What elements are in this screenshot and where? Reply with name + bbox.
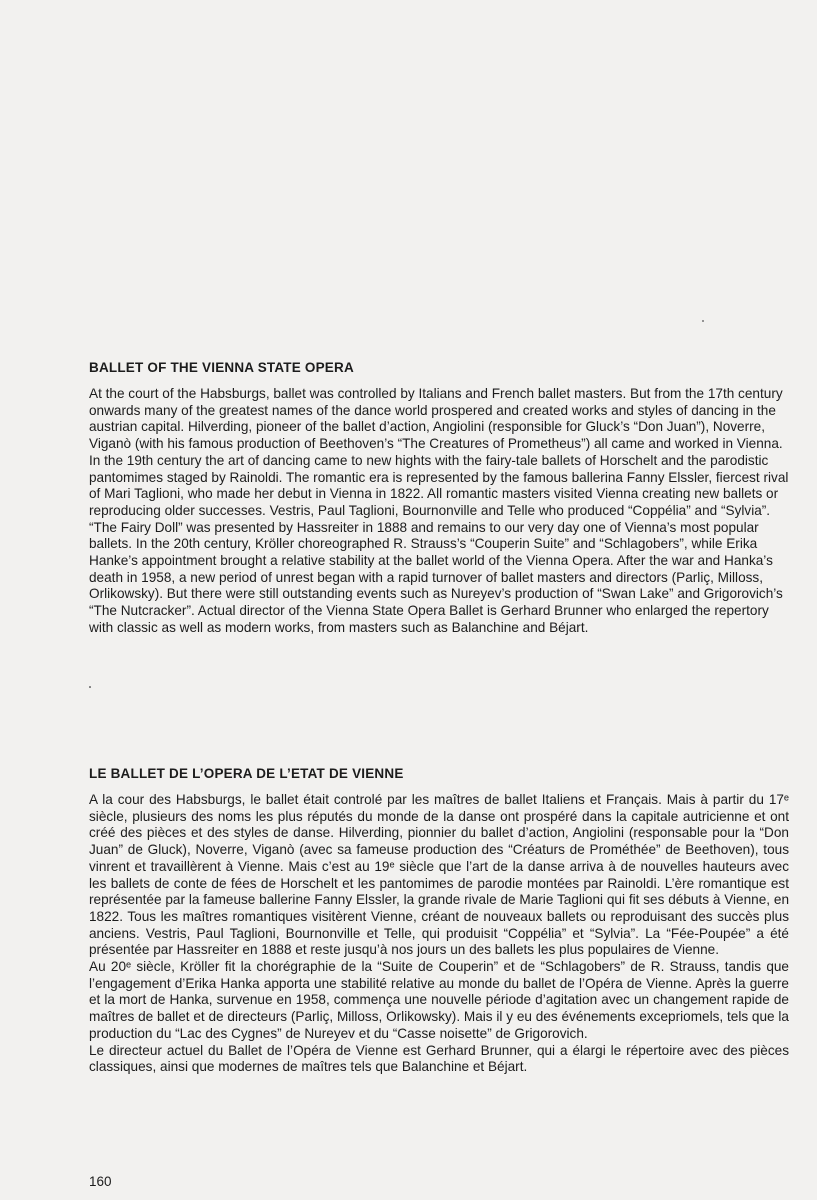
english-section bbox=[89, 359, 789, 637]
page-number: 160 bbox=[89, 1174, 112, 1189]
english-paragraph-2: In the 19th century the art of dancing came to new hights with the fairy-tale ballets of Horschelt and the parodistic pantomimes staged by Rainoldi. The romantic era is represented by the famous ballerina Fanny Elssler, fiercest rival of Mari Taglioni, who made her debut in Vienna in 1822. All romantic masters visited Vienna creating new ballets or reproducing older successes. Vestris, Paul Taglioni, Bournonville and Telle who produced “Coppélia” and “Sylvia”. “The Fairy Doll” was presented by Hassreiter in 1888 and remains to our very day one of Vienna’s most popular ballets. In the 20th century, Kröller choreographed R. Strauss’s “Couperin Suite” and “Schlagobers”, while Erika Hanke’s appointment brought a relative stability at the ballet world of the Vienna Opera. After the war and Hanka’s death in 1958, a new period of unrest began with a rapid turnover of ballet masters and directors (Parliç, Milloss, Orlikowsky). But there were still outstanding events such as Nureyev’s production of “Swan Lake” and Grigorovich’s “The Nutcracker”. Actual director of the Vienna State Opera Ballet is Gerhard Brunner who enlarged the repertory with classic as well as modern works, from masters such as Balanchine and Béjart. bbox=[89, 452, 789, 635]
print-speck bbox=[89, 686, 91, 688]
french-section bbox=[89, 765, 789, 1076]
english-paragraph-1: At the court of the Habsburgs, ballet was controlled by Italians and French ballet masters. But from the 17th century onwards many of the greatest names of the dance world prospered and created works and styles of dancing in the austrian capital. Hilverding, pioneer of the ballet d’action, Angiolini (responsible for Gluck’s “Don Juan”), Noverre, Viganò (with his famous production of Beethoven’s “The Creatures of Prometheus”) all came and worked in Vienna. bbox=[89, 386, 783, 452]
french-paragraph-2: Au 20ᵉ siècle, Kröller fit la chorégraphie de la “Suite de Couperin” et de “Schlagobers” de R. Strauss, tandis que l’engagement d’Erika Hanka apporta une stabilité relative au monde du ballet de l’Opéra de Vienne. Après la guerre et la mort de Hanka, survenue en 1958, commença une nouvelle période d’agitation avec un changement rapide de maîtres de ballet et de directeurs (Parliç, Milloss, Orlikowsky). Mais il y eu des événements excepriomels, tels que la production du “Lac des Cygnes” de Nureyev et du “Casse noisette” de Grigorovich. bbox=[89, 959, 789, 1041]
english-heading: BALLET OF THE VIENNA STATE OPERA bbox=[89, 360, 354, 375]
french-paragraph-3: Le directeur actuel du Ballet de l’Opéra de Vienne est Gerhard Brunner, qui a élargi le répertoire avec des pièces classiques, ainsi que modernes de maîtres tels que Balanchine et Béjart. bbox=[89, 1042, 789, 1075]
print-speck bbox=[702, 320, 704, 322]
french-heading: LE BALLET DE L’OPERA DE L’ETAT DE VIENNE bbox=[89, 766, 404, 781]
french-paragraph-1: A la cour des Habsburgs, le ballet était controlé par les maîtres de ballet Italiens et Français. Mais à partir du 17ᵉ siècle, plusieurs des noms les plus réputés du monde de la danse ont prospéré dans la capitale autricienne et ont créé des pièces et des styles de danse. Hilverding, pionnier du ballet d’action, Angiolini (responsable pour la “Don Juan” de Gluck), Noverre, Viganò (avec sa fameuse production des “Créaturs de Prométhée” de Beethoven), tous vinrent et travaillèrent à Vienne. Mais c’est au 19ᵉ siècle que l’art de la danse arriva à de nouvelles hauteurs avec les ballets de conte de fées de Horschelt et les pantomimes de parodie montées par Rainoldi. L’ère romantique est représentée par la fameuse ballerine Fanny Elssler, la grande rivale de Marie Taglioni qui fit ses débuts à Vienne, en 1822. Tous les maîtres romantiques visitèrent Vienne, créant de nouveaux ballets ou reproduisant des succès plus anciens. Vestris, Paul Taglioni, Bournonville et Telle, qui produisit “Coppélia” et “Sylvia”. La “Fée-Poupée” a été présentée par Hassreiter en 1888 et reste jusqu’à nos jours un des ballets les plus populaires de Vienne. bbox=[89, 792, 789, 958]
